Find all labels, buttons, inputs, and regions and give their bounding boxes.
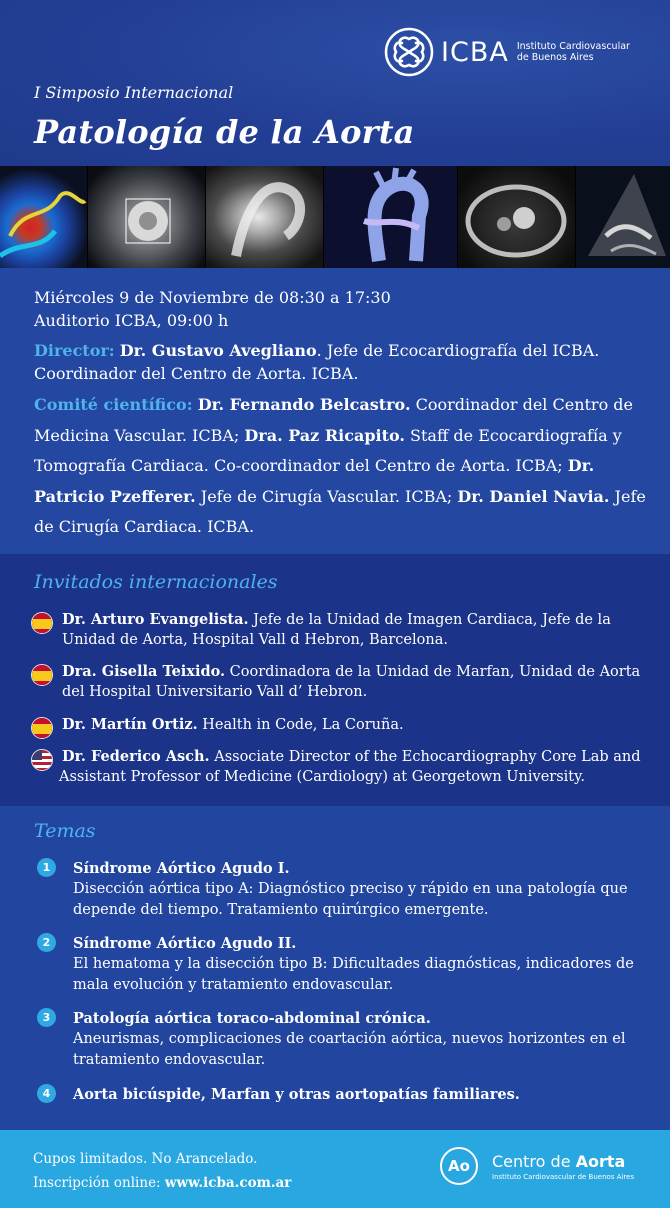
topic-number-badge: 1 — [37, 858, 56, 877]
logo-subtitle — [517, 41, 630, 63]
usa-flag-icon — [31, 749, 53, 771]
event-subtitle: I Simposio Internacional — [34, 83, 234, 102]
comite-member-name: Dr. Daniel Navia. — [457, 486, 610, 506]
logo-name-b: Aorta — [575, 1151, 626, 1171]
guest-desc: Health in Code, La Coruña. — [197, 717, 404, 733]
guest-desc: Associate Director of the Echocardiography Core Lab and Assistant Professor of Medicine (Cardiology) at Georgetown University. — [59, 749, 641, 785]
ct-scan-image — [88, 166, 206, 268]
event-venue: Auditorio ICBA, 09:00 h — [34, 311, 229, 330]
topic-desc: El hematoma y la disección tipo B: Dificultades diagnósticas, indicadores de mala evolución y tratamiento endovascular. — [73, 956, 634, 993]
event-info — [0, 268, 670, 554]
echo-doppler-image — [0, 166, 88, 268]
registration-label: Inscripción online: — [33, 1175, 165, 1191]
icba-logo-icon — [384, 27, 434, 77]
topic-title: Síndrome Aórtico Agudo II. — [73, 935, 297, 952]
centro-aorta-logo[interactable] — [440, 1147, 634, 1185]
topics-section — [0, 806, 670, 1130]
director-desc: . Jefe de Ecocardiografía del ICBA. Coordinador del Centro de Aorta. ICBA. — [34, 341, 600, 383]
registration-link[interactable]: www.icba.com.ar — [164, 1175, 292, 1191]
guest-name: Dr. Arturo Evangelista. — [62, 611, 249, 628]
topic-title: Patología aórtica toraco-abdominal crónica. — [73, 1010, 431, 1027]
echo-image — [576, 166, 670, 268]
comite-member-desc: Coordinador del Centro de Medicina Vascular. ICBA; — [34, 395, 634, 445]
footer-registration — [33, 1171, 291, 1195]
guest-name: Dr. Martín Ortiz. — [62, 716, 198, 733]
comite-label: Comité científico: — [34, 395, 193, 414]
topic-number-badge: 4 — [37, 1084, 56, 1103]
topic-title: Aorta bicúspide, Marfan y otras aortopatías familiares. — [73, 1086, 520, 1103]
guest-name: Dr. Federico Asch. — [62, 748, 210, 765]
footer-note: Cupos limitados. No Arancelado. — [33, 1151, 258, 1167]
topic-desc: Disección aórtica tipo A: Diagnóstico preciso y rápido en una patología que depende del tiempo. Tratamiento quirúrgico emergente. — [73, 881, 628, 918]
topic-number-badge: 2 — [37, 933, 56, 952]
international-guests — [0, 554, 670, 806]
footer — [0, 1130, 670, 1208]
comite-member-desc: Staff de Ecocardiografía y Tomografía Cardiaca. Co-coordinador del Centro de Aorta. ICBA; — [34, 425, 622, 475]
logo-sub: Instituto Cardiovascular de Buenos Aires — [492, 1172, 635, 1181]
spain-flag-icon — [31, 664, 53, 686]
comite-member-desc: Jefe de Cirugía Cardiaca. ICBA. — [34, 486, 646, 536]
logo-text: ICBA — [441, 36, 509, 68]
footer-info — [33, 1147, 291, 1195]
director-name: Dr. Gustavo Avegliano — [119, 341, 317, 360]
director-block — [34, 339, 654, 385]
topic-desc: Aneurismas, complicaciones de coartación aórtica, nuevos horizontes en el tratamiento endovascular. — [73, 1031, 626, 1068]
topic-title: Síndrome Aórtico Agudo I. — [73, 860, 290, 877]
topics-title: Temas — [34, 820, 96, 842]
event-date-block — [34, 286, 391, 332]
topic-number-badge: 3 — [37, 1008, 56, 1027]
comite-block — [34, 390, 654, 543]
spain-flag-icon — [31, 612, 53, 634]
medical-image-strip — [0, 166, 670, 268]
guest-desc: Jefe de la Unidad de Imagen Cardiaca, Jefe de la Unidad de Aorta, Hospital Vall d Hebron, Barcelona. — [62, 612, 611, 648]
guest-name: Dra. Gisella Teixido. — [62, 663, 226, 680]
ao-logo-icon: Ao — [440, 1147, 478, 1185]
icba-logo[interactable] — [384, 27, 630, 77]
logo-subtitle-line1: Instituto Cardiovascular — [516, 41, 630, 52]
logo-name-a: Centro de — [492, 1151, 576, 1171]
guest-desc: Coordinadora de la Unidad de Marfan, Unidad de Aorta del Hospital Universitario Vall d’ Hebron. — [62, 664, 641, 700]
3d-aorta-render — [324, 166, 458, 268]
event-title: Patología de la Aorta — [34, 113, 415, 151]
event-date: Miércoles 9 de Noviembre de 08:30 a 17:30 — [34, 288, 391, 307]
comite-member-name: Dr. Patricio Pzefferer. — [34, 456, 595, 506]
logo-subtitle-line2: de Buenos Aires — [516, 52, 594, 63]
guests-title: Invitados internacionales — [34, 571, 278, 593]
comite-member-name: Dr. Fernando Belcastro. — [197, 395, 411, 414]
centro-aorta-name — [492, 1152, 634, 1181]
comite-member-name: Dra. Paz Ricapito. — [244, 425, 405, 445]
director-label: Director: — [34, 341, 115, 360]
header — [0, 0, 670, 166]
thoracic-ct-image — [458, 166, 576, 268]
mri-image — [206, 166, 324, 268]
spain-flag-icon — [31, 717, 53, 739]
comite-member-desc: Jefe de Cirugía Vascular. ICBA; — [195, 486, 458, 506]
